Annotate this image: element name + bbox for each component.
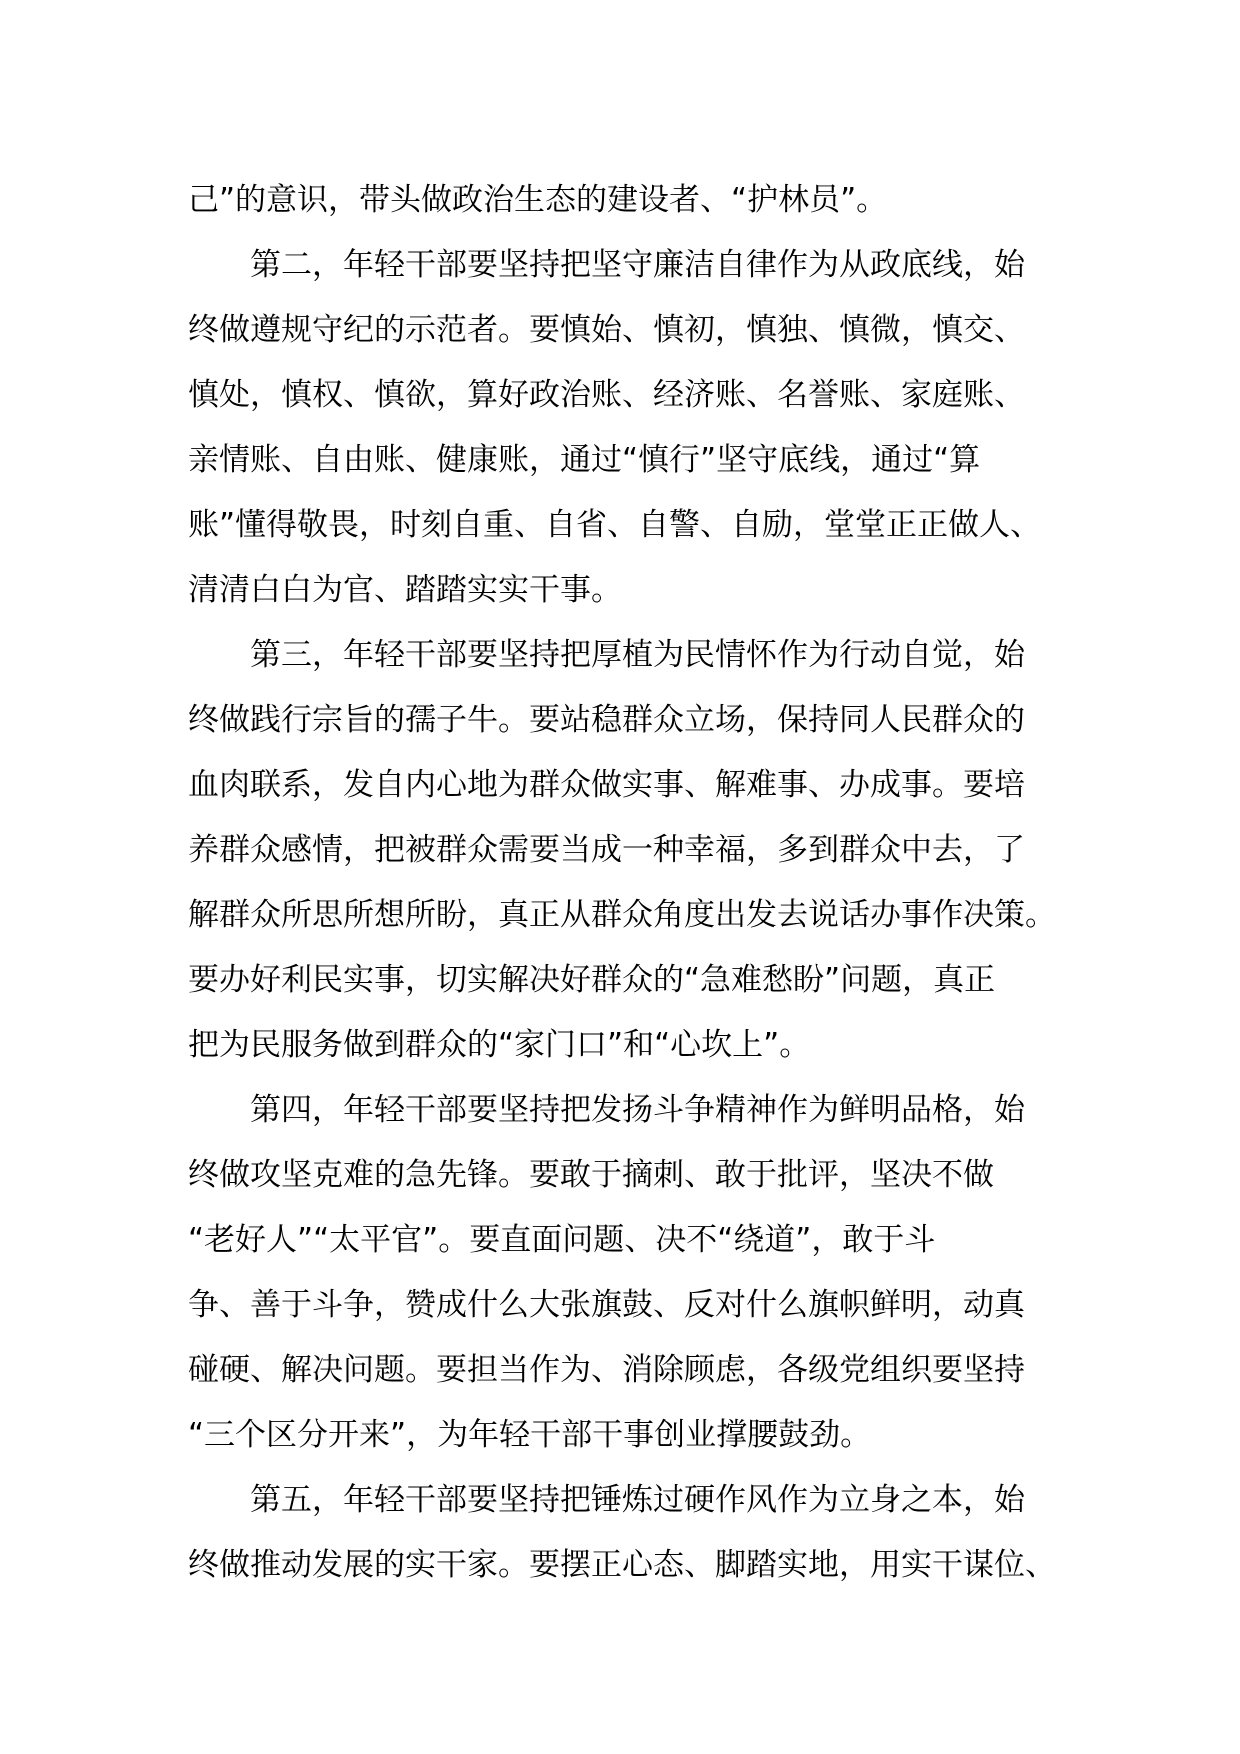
text-line: 亲情账、自由账、健康账，通过“慎行”坚守底线，通过“算 [188,442,981,478]
text-line: 终做遵规守纪的示范者。要慎始、慎初，慎独、慎微，慎交、 [188,312,1025,348]
text-line: 慎处，慎权、慎欲，算好政治账、经济账、名誉账、家庭账、 [188,377,1025,413]
text-line: 终做攻坚克难的急先锋。要敢于摘刺、敢于批评，坚决不做 [188,1157,994,1193]
paragraph-start-line: 第四，年轻干部要坚持把发扬斗争精神作为鲜明品格，始 [250,1092,1025,1128]
paragraph-start-line: 第五，年轻干部要坚持把锤炼过硬作风作为立身之本，始 [250,1482,1025,1518]
text-line: 终做践行宗旨的孺子牛。要站稳群众立场，保持同人民群众的 [188,702,1025,738]
text-line: 血肉联系，发自内心地为群众做实事、解难事、办成事。要培 [188,767,1025,803]
document-body [188,168,1068,1598]
paragraph-start-line: 第三，年轻干部要坚持把厚植为民情怀作为行动自觉，始 [250,637,1025,673]
text-line: 己”的意识，带头做政治生态的建设者、“护林员”。 [188,182,888,218]
text-line: 争、善于斗争，赞成什么大张旗鼓、反对什么旗帜鲜明，动真 [188,1287,1025,1323]
text-line: “三个区分开来”，为年轻干部干事创业撑腰鼓劲。 [188,1417,872,1453]
text-line: 把为民服务做到群众的“家门口”和“心坎上”。 [188,1027,811,1063]
text-line: 终做推动发展的实干家。要摆正心态、脚踏实地，用实干谋位、 [188,1547,1056,1583]
text-line: “老好人”“太平官”。要直面问题、决不“绕道”，敢于斗 [188,1222,936,1258]
paragraph-start-line: 第二，年轻干部要坚持把坚守廉洁自律作为从政底线，始 [250,247,1025,283]
text-line: 要办好利民实事，切实解决好群众的“急难愁盼”问题，真正 [188,962,996,998]
text-line: 账”懂得敬畏，时刻自重、自省、自警、自励，堂堂正正做人、 [188,507,1042,543]
text-line: 清清白白为官、踏踏实实干事。 [188,572,622,608]
text-line: 解群众所思所想所盼，真正从群众角度出发去说话办事作决策。 [188,897,1056,933]
text-line: 碰硬、解决问题。要担当作为、消除顾虑，各级党组织要坚持 [188,1352,1025,1388]
text-line: 养群众感情，把被群众需要当成一种幸福，多到群众中去，了 [188,832,1025,868]
